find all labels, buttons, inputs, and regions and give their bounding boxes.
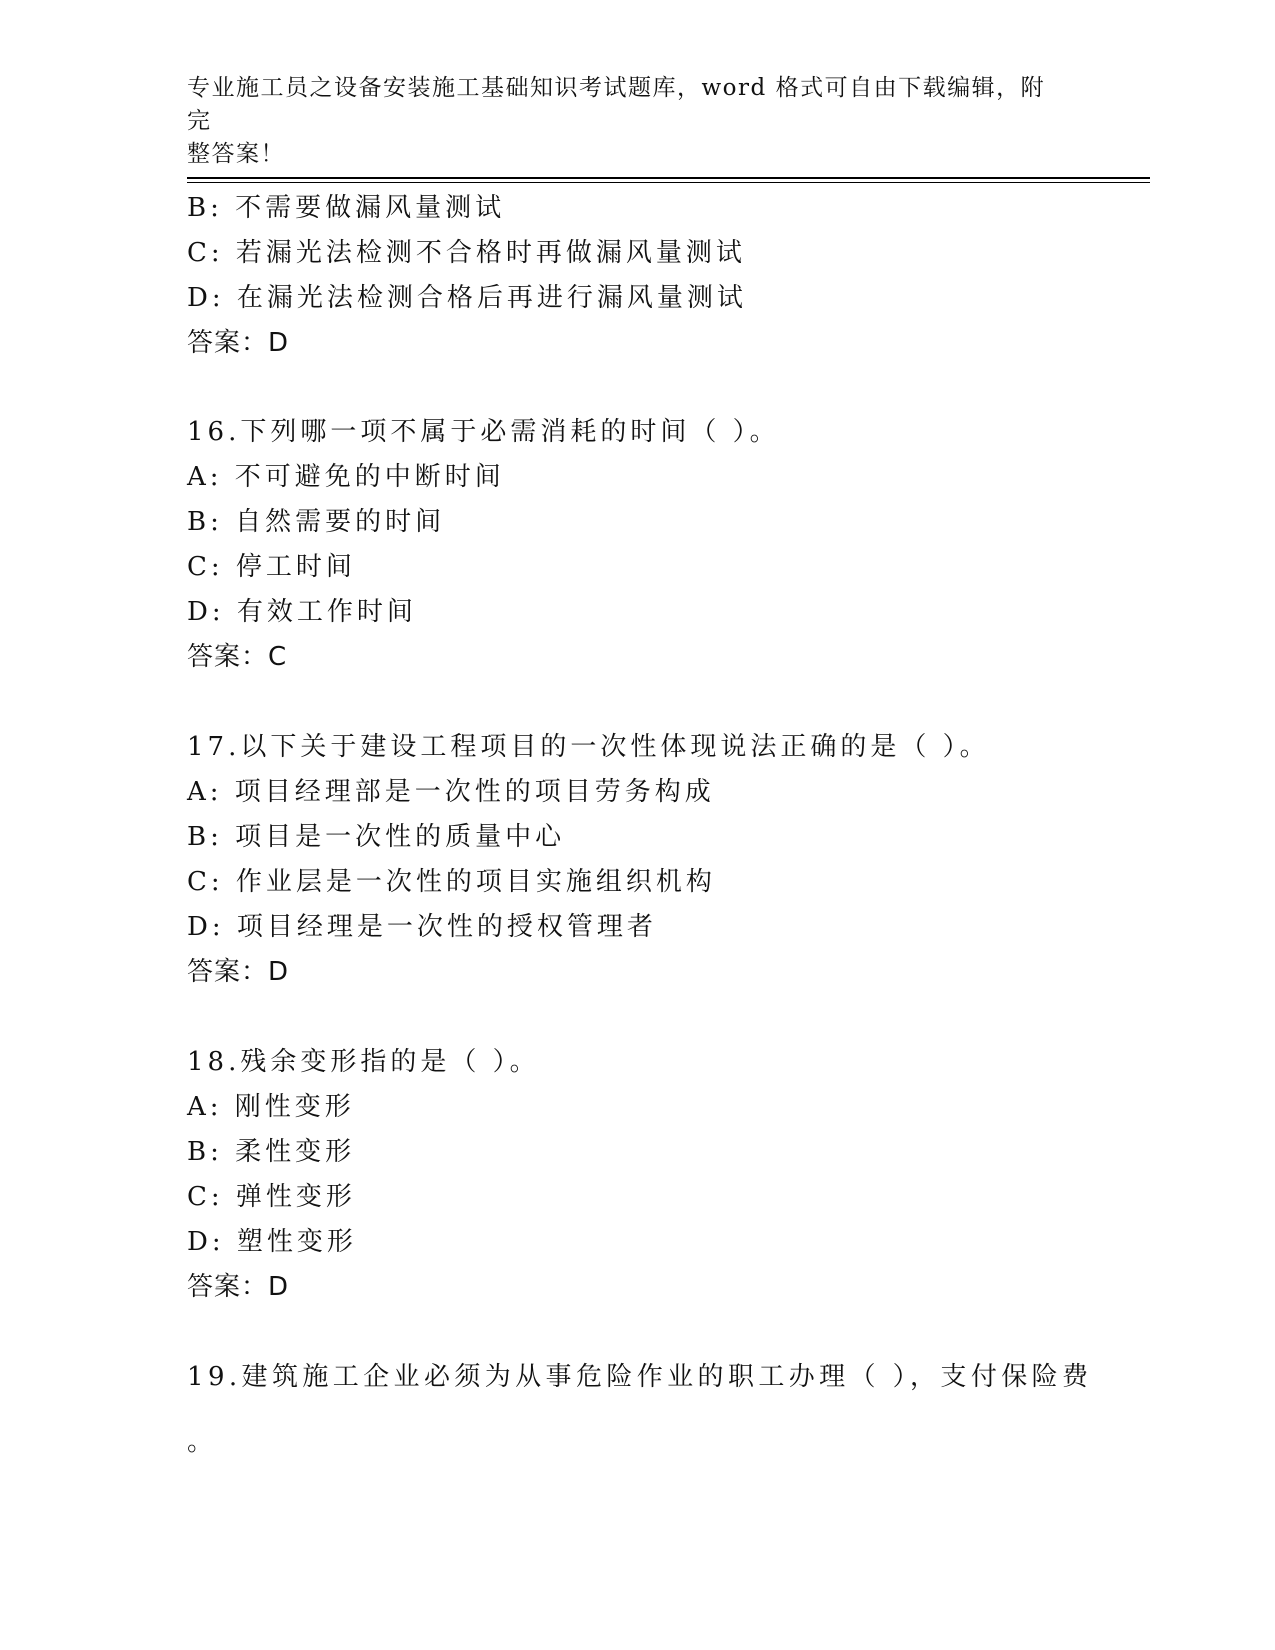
q17-option-b: B: 项目是一次性的质量中心 <box>187 822 566 852</box>
header-title-line-1: 专业施工员之设备安装施工基础知识考试题库，word 格式可自由下载编辑，附完 <box>187 75 1046 134</box>
q18-answer: 答案：D <box>187 1272 290 1302</box>
q16-option-a: A: 不可避免的中断时间 <box>187 462 505 492</box>
header-divider-thin <box>187 182 1150 183</box>
q17-answer: 答案：D <box>187 957 290 987</box>
document-header <box>187 72 1067 171</box>
q16-option-d: D: 有效工作时间 <box>187 597 417 627</box>
q16-option-c: C: 停工时间 <box>187 552 356 582</box>
q19-stem-continuation: 。 <box>187 1427 214 1457</box>
q17-option-c: C: 作业层是一次性的项目实施组织机构 <box>187 867 716 897</box>
q18-option-c: C: 弹性变形 <box>187 1182 356 1212</box>
q15-option-b: B: 不需要做漏风量测试 <box>187 193 506 223</box>
q16-option-b: B: 自然需要的时间 <box>187 507 446 537</box>
q18-option-a: A: 刚性变形 <box>187 1092 355 1122</box>
header-divider-thick <box>187 177 1150 179</box>
header-title-line-2: 整答案！ <box>187 141 285 167</box>
q15-option-c: C: 若漏光法检测不合格时再做漏风量测试 <box>187 238 746 268</box>
q19-stem: 19.建筑施工企业必须为从事危险作业的职工办理（ ），支付保险费 <box>187 1362 1093 1392</box>
q18-option-d: D: 塑性变形 <box>187 1227 357 1257</box>
q18-option-b: B: 柔性变形 <box>187 1137 356 1167</box>
q15-option-d: D: 在漏光法检测合格后再进行漏风量测试 <box>187 283 747 313</box>
q17-stem: 17.以下关于建设工程项目的一次性体现说法正确的是（ ）。 <box>187 732 990 762</box>
q17-option-a: A: 项目经理部是一次性的项目劳务构成 <box>187 777 715 807</box>
q16-answer: 答案：C <box>187 642 288 672</box>
q18-stem: 18.残余变形指的是（ ）。 <box>187 1047 540 1077</box>
q17-option-d: D: 项目经理是一次性的授权管理者 <box>187 912 657 942</box>
q15-answer: 答案：D <box>187 328 290 358</box>
q16-stem: 16.下列哪一项不属于必需消耗的时间（ ）。 <box>187 417 780 447</box>
